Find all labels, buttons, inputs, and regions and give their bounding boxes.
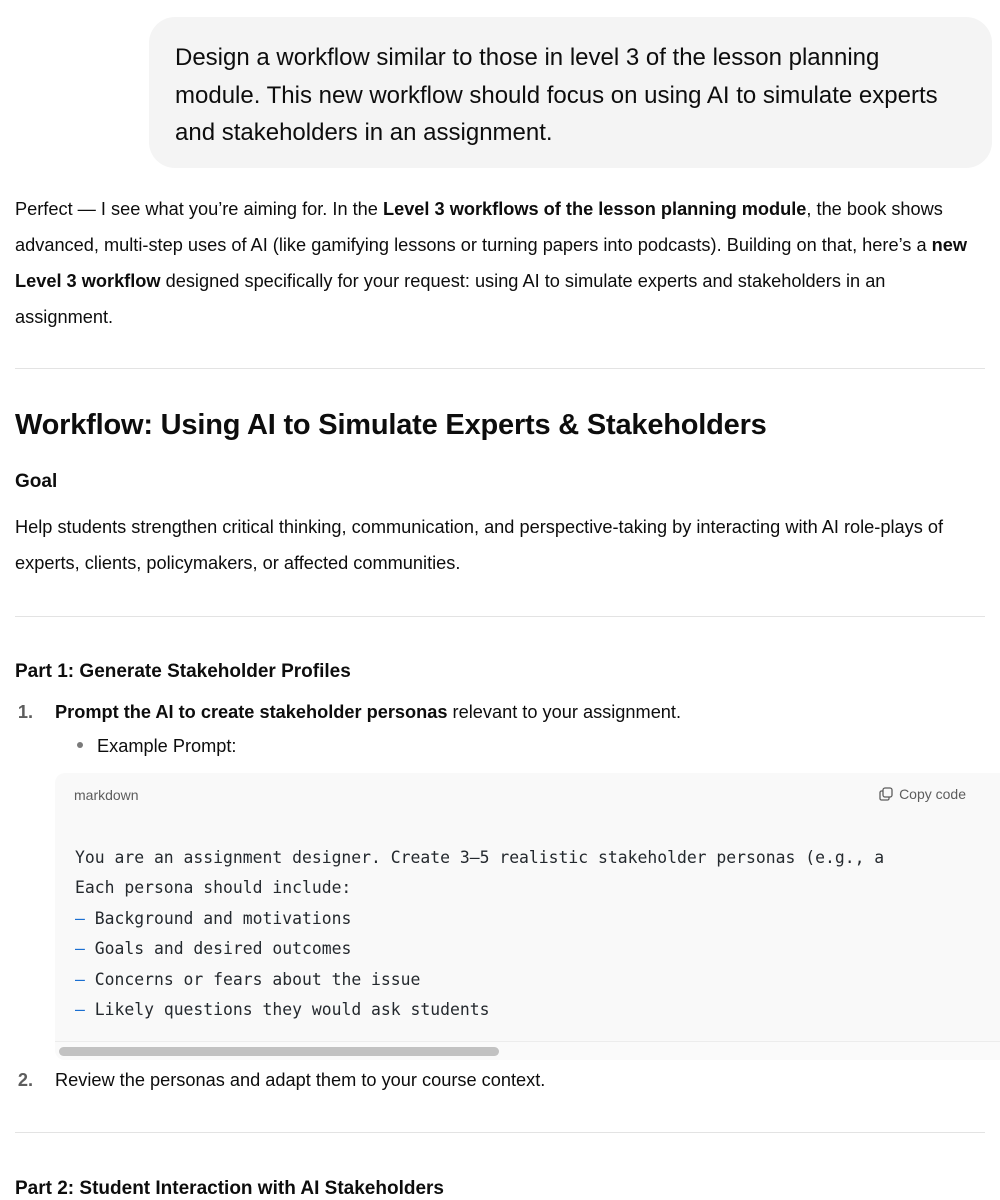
code-content (75, 843, 884, 1025)
code-dash: – (75, 939, 85, 959)
goal-heading: Goal (15, 471, 58, 492)
step1-rest: relevant to your assignment. (447, 702, 682, 722)
code-block (55, 773, 1000, 1060)
copy-icon (878, 786, 894, 802)
part2-heading: Part 2: Student Interaction with AI Stakeholders (15, 1178, 444, 1199)
list-item (15, 1065, 985, 1095)
code-dash: – (75, 969, 85, 989)
divider (15, 368, 985, 369)
horizontal-scrollbar[interactable] (55, 1041, 1000, 1060)
code-dash: – (75, 908, 85, 928)
code-line (75, 995, 884, 1025)
bullet-text: Example Prompt: (97, 736, 237, 756)
list-item (15, 697, 985, 727)
intro-text-1: Perfect — I see what you’re aiming for. In the (15, 199, 383, 219)
code-item: Background and motivations (94, 908, 352, 928)
code-line: Each persona should include: (75, 878, 352, 898)
goal-text: Help students strengthen critical thinking, communication, and perspective-taking by interacting with AI role-plays of experts, clients, policymakers, or affected communities. (15, 517, 944, 573)
copy-code-label: Copy code (899, 786, 966, 802)
divider (15, 616, 985, 617)
code-language-label: markdown (74, 787, 139, 803)
user-message-bubble (149, 17, 992, 168)
code-item: Likely questions they would ask students (94, 1000, 490, 1020)
copy-code-button[interactable] (878, 786, 966, 802)
list-number: 2. (17, 1070, 33, 1090)
intro-text-3: designed specifically for your request: using AI to simulate experts and stakeholders in an assignment. (15, 271, 886, 327)
code-line (75, 904, 884, 934)
code-dash: – (75, 1000, 85, 1020)
code-item: Concerns or fears about the issue (94, 969, 421, 989)
code-block-header (55, 773, 1000, 819)
scrollbar-thumb[interactable] (59, 1047, 499, 1056)
user-message-text: Design a workflow similar to those in level 3 of the lesson planning module. This new workflow should focus on using AI to simulate experts and stakeholders in an assignment. (175, 44, 938, 146)
code-item: Goals and desired outcomes (94, 939, 352, 959)
code-line: You are an assignment designer. Create 3–5 realistic stakeholder personas (e.g., a (75, 848, 885, 867)
step1-bold: Prompt the AI to create stakeholder personas (55, 702, 448, 722)
part1-heading: Part 1: Generate Stakeholder Profiles (15, 661, 351, 682)
list-item-text (55, 697, 681, 727)
workflow-title: Workflow: Using AI to Simulate Experts & Stakeholders (15, 409, 767, 441)
list-item-text: Review the personas and adapt them to your course context. (55, 1070, 546, 1090)
bullet-dot-icon (77, 742, 83, 748)
code-line (75, 934, 884, 964)
intro-text-2: , the book shows advanced, multi-step uses of AI (like gamifying lessons or turning papers into podcasts). Building on that, here’s a (15, 199, 943, 255)
code-line (75, 965, 884, 995)
intro-paragraph (15, 191, 987, 335)
bullet-item (77, 731, 237, 761)
intro-bold-1: Level 3 workflows of the lesson planning module (382, 199, 807, 219)
intro-bold-2: new Level 3 workflow (15, 235, 967, 291)
list-number: 1. (17, 702, 33, 722)
divider (15, 1132, 985, 1133)
